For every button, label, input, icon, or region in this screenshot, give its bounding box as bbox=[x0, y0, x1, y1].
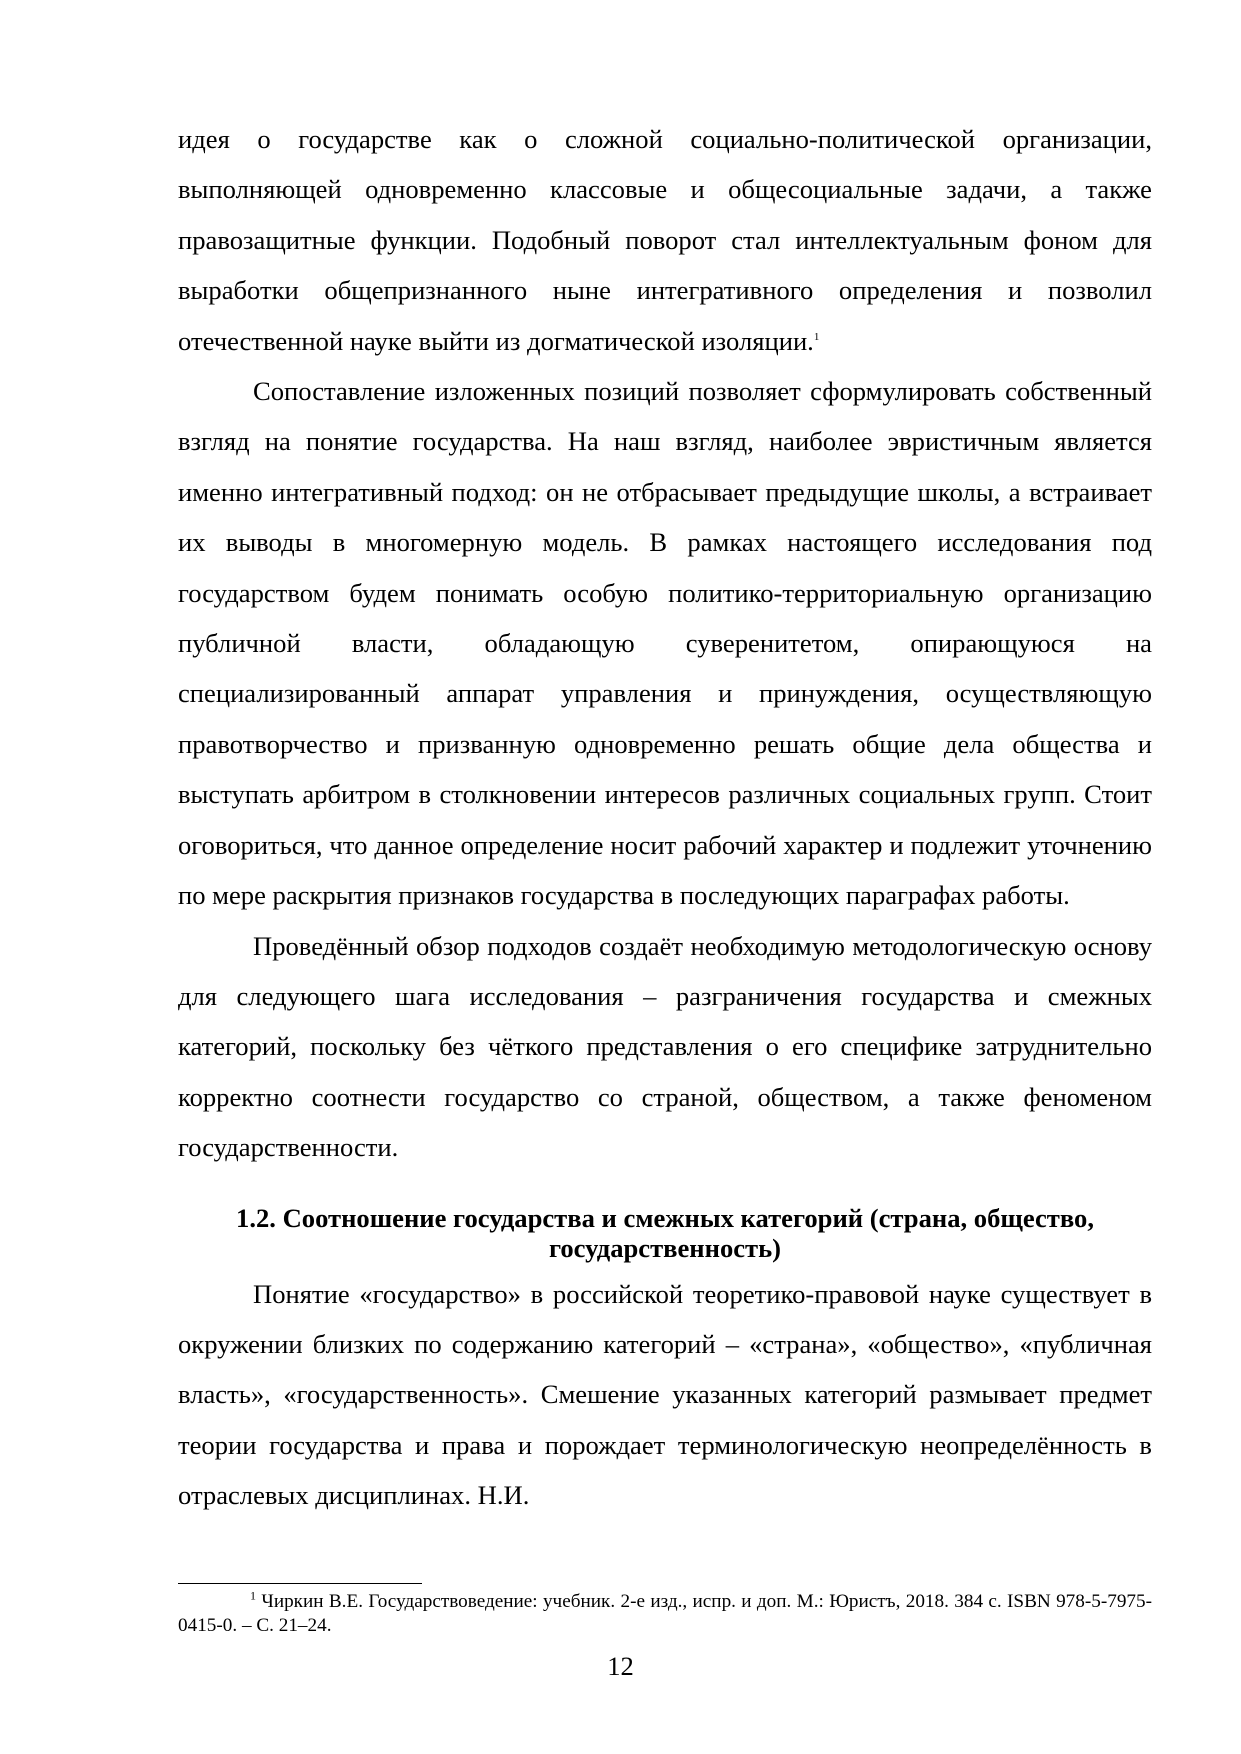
footnote-mark: 1 bbox=[250, 1588, 256, 1603]
paragraph-2: Сопоставление изложенных позиций позволяет сформулировать собственный взгляд на понятие государства. На наш взгляд, наиболее эвристичным является именно интегративный подход: он не отбрасывает предыдущие школы, а встраивает их выводы в многомерную модель. В рамках настоящего исследования под государством будем понимать особую политико-территориальную организацию публичной власти, обладающую суверенитетом, опирающуюся на специализированный аппарат управления и принуждения, осуществляющую правотворчество и призванную одновременно решать общие дела общества и выступать арбитром в столкновении интересов различных социальных групп. Стоит оговориться, что данное определение носит рабочий характер и подлежит уточнению по мере раскрытия признаков государства в последующих параграфах работы. bbox=[178, 376, 1152, 911]
footnote bbox=[178, 1590, 1152, 1638]
paragraph-1 bbox=[178, 114, 1152, 366]
footnote-text: Чиркин В.Е. Государствоведение: учебник. 2-е изд., испр. и доп. М.: Юристъ, 2018. 384 с. ISBN 978-5-7975-0415-0. – С. 21–24. bbox=[178, 1591, 1152, 1636]
main-text bbox=[178, 114, 1152, 1521]
section-heading-line-1: 1.2. Соотношение государства и смежных категорий (страна, общество, bbox=[236, 1202, 1094, 1233]
section-heading-line-2: государственность) bbox=[548, 1232, 782, 1263]
page-number: 12 bbox=[607, 1651, 634, 1681]
section-heading bbox=[178, 1203, 1152, 1269]
paragraph-3: Проведённый обзор подходов создаёт необходимую методологическую основу для следующего шага исследования – разграничения государства и смежных категорий, поскольку без чёткого представления о его специфике затруднительно корректно соотнести государство со страной, обществом, а также феноменом государственности. bbox=[178, 930, 1152, 1163]
footnote-reference[interactable]: 1 bbox=[813, 330, 820, 343]
footnote-separator bbox=[178, 1583, 422, 1584]
section-paragraph: Понятие «государство» в российской теоретико-правовой науке существует в окружении близких по содержанию категорий – «страна», «общество», «публичная власть», «государственность». Смешение указанных категорий размывает предмет теории государства и права и порождает терминологическую неопределённость в отраслевых дисциплинах. Н.И. bbox=[178, 1278, 1152, 1511]
paragraph-1-text: идея о государстве как о сложной социально-политической организации, выполняющей одновременно классовые и общесоциальные задачи, а также правозащитные функции. Подобный поворот стал интеллектуальным фоном для выработки общепризнанного ныне интегративного определения и позволил отечественной науке выйти из догматической изоляции. bbox=[178, 124, 1152, 356]
